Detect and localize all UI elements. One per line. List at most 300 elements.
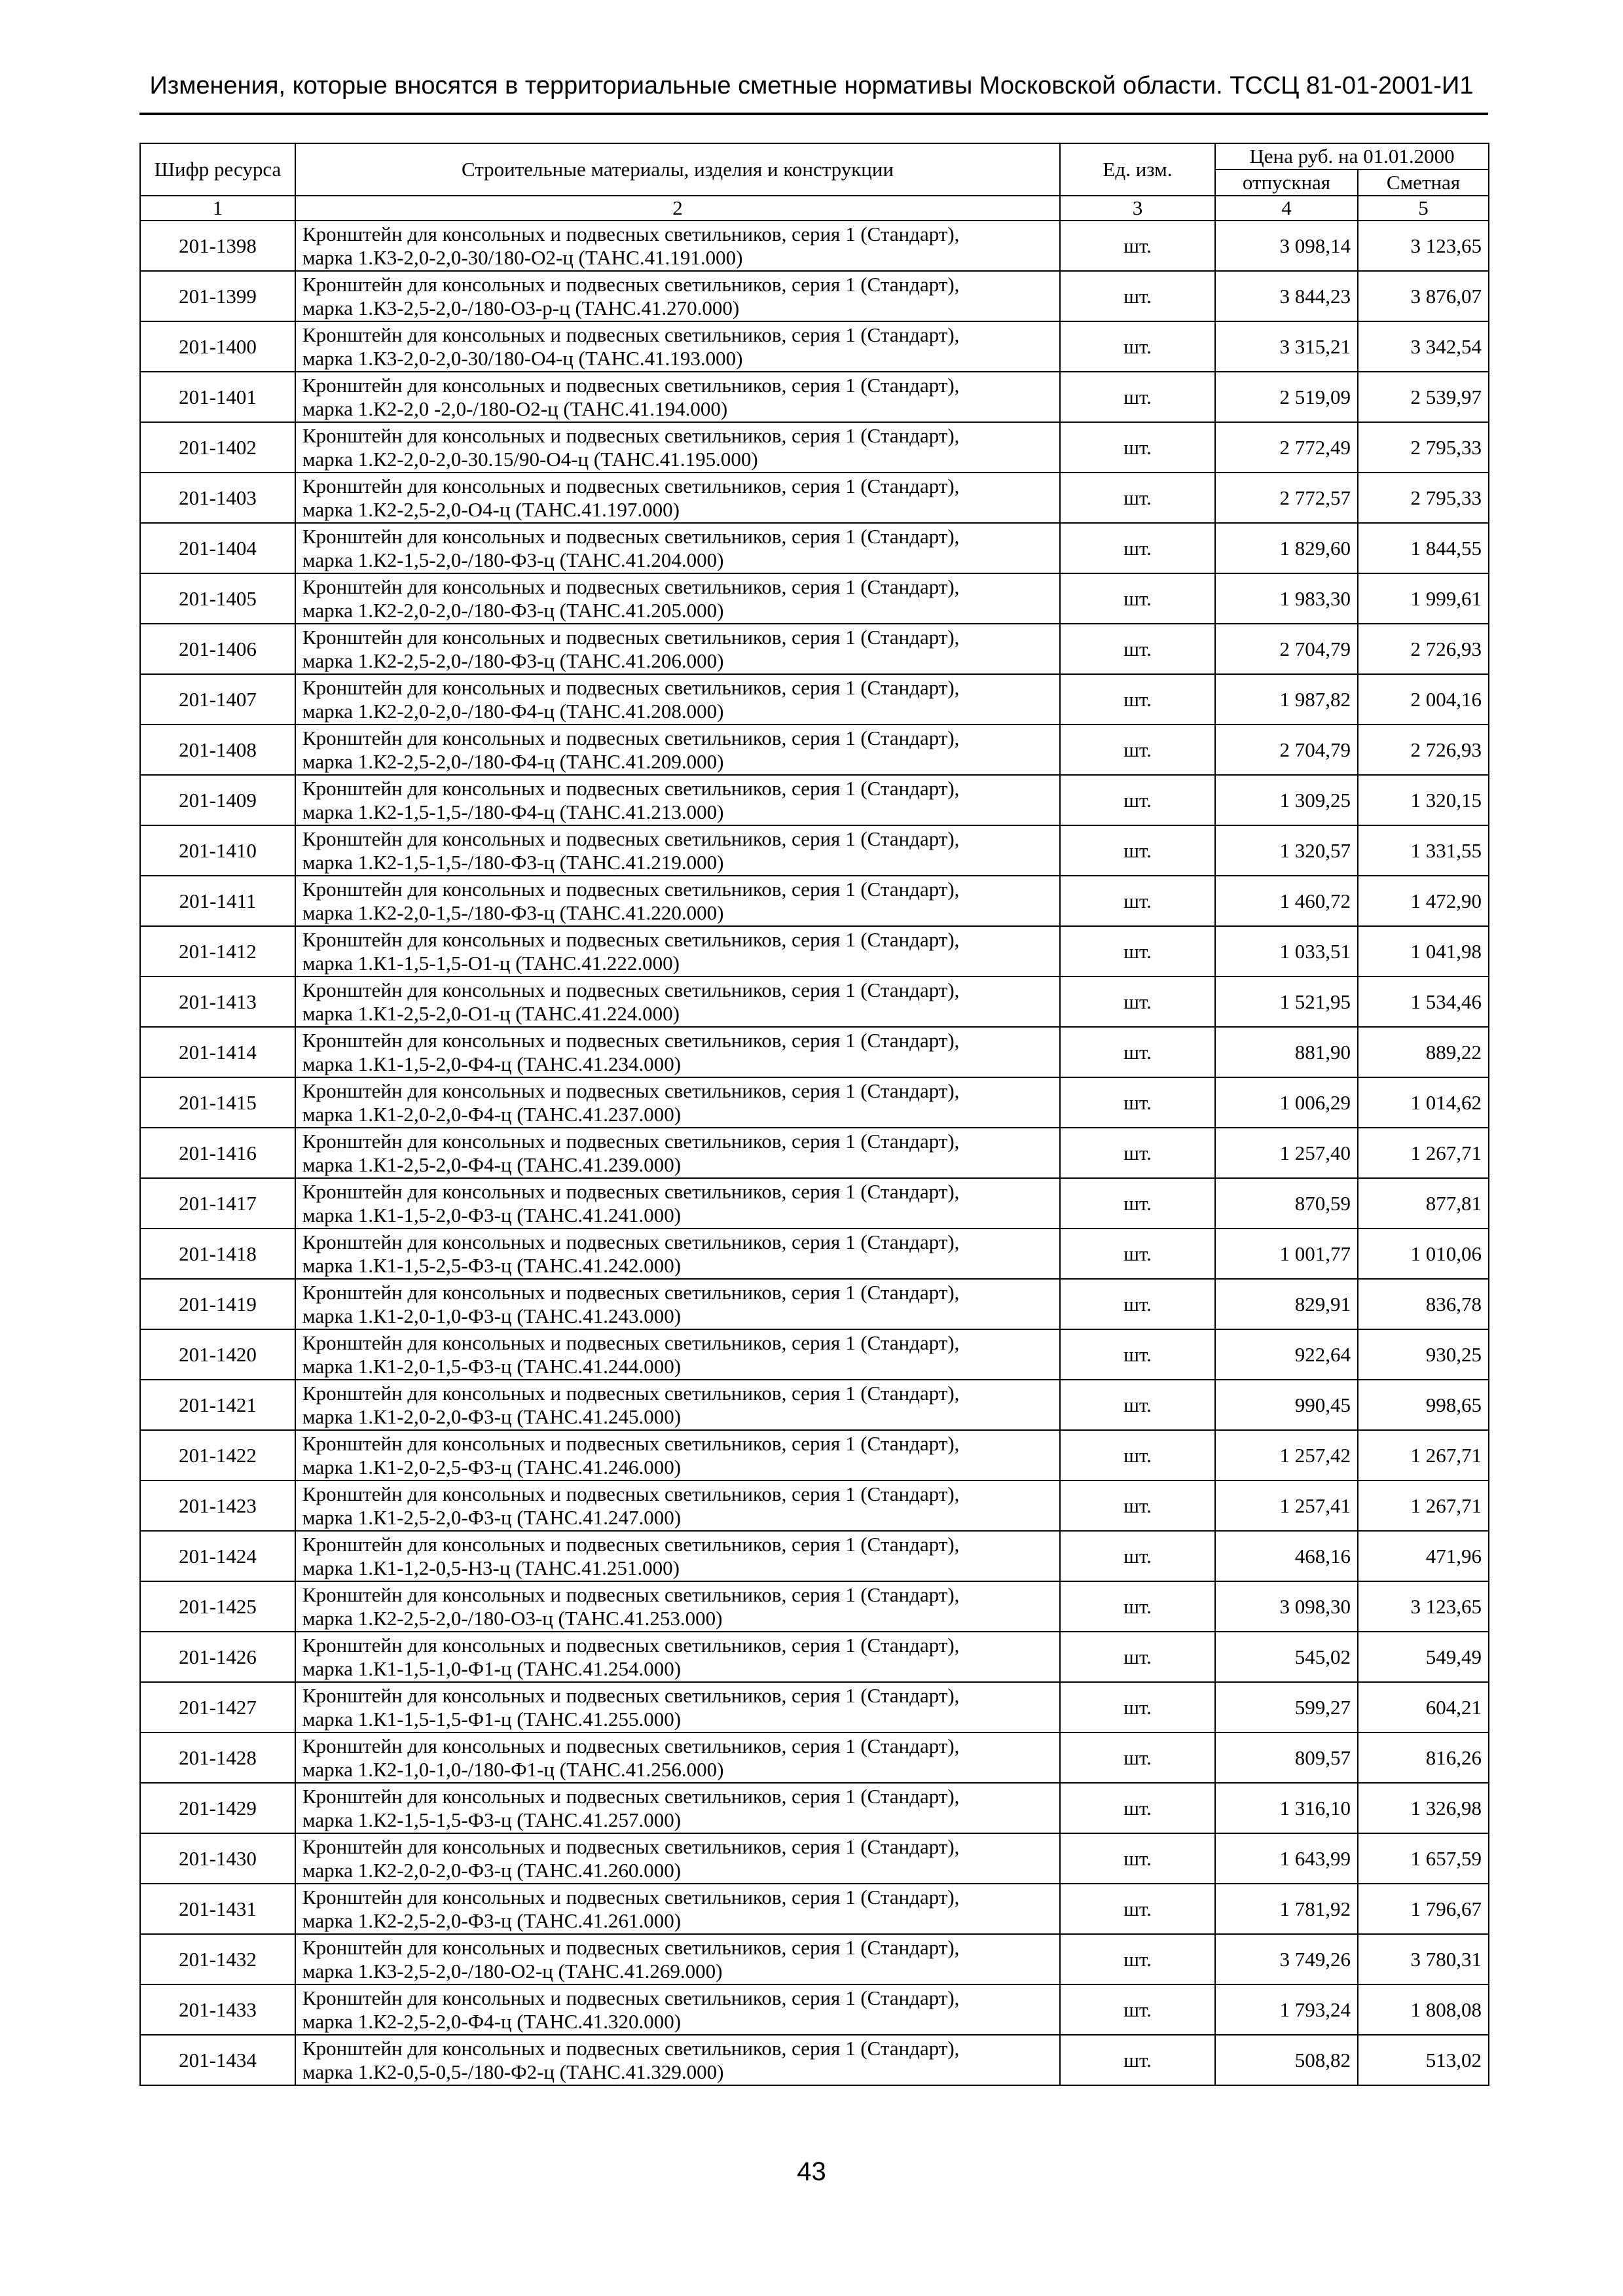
col-number-3: 3: [1060, 196, 1215, 221]
unit: шт.: [1060, 1884, 1215, 1934]
table-row: [140, 321, 1489, 372]
release-price: 3 098,14: [1215, 221, 1358, 271]
table-row: [140, 573, 1489, 624]
material-name: [295, 321, 1060, 372]
material-name-line-1: Кронштейн для консольных и подвесных светильников, серия 1 (Стандарт),: [302, 1835, 960, 1858]
table-row: [140, 1329, 1489, 1380]
resource-code: 201-1424: [140, 1531, 295, 1581]
table-row: [140, 1128, 1489, 1178]
release-price: 1 781,92: [1215, 1884, 1358, 1934]
material-name: [295, 573, 1060, 624]
resource-code: 201-1401: [140, 372, 295, 422]
estimate-price: 1 534,46: [1358, 977, 1489, 1027]
estimate-price: 1 267,71: [1358, 1480, 1489, 1531]
material-name-line-1: Кронштейн для консольных и подвесных светильников, серия 1 (Стандарт),: [302, 575, 960, 598]
unit: шт.: [1060, 825, 1215, 876]
material-name-line-2: марка 1.К3-2,0-2,0-30/180-О2-ц (ТАНС.41.191.000): [302, 245, 743, 269]
estimate-price: 1 657,59: [1358, 1833, 1489, 1884]
resource-code: 201-1430: [140, 1833, 295, 1884]
material-name-line-2: марка 1.К2-2,5-2,0-/180-Ф4-ц (ТАНС.41.209.000): [302, 749, 724, 773]
table-row: [140, 1229, 1489, 1279]
estimate-price: 1 331,55: [1358, 825, 1489, 876]
material-name-line-2: марка 1.К1-2,0-2,0-Ф3-ц (ТАНС.41.245.000): [302, 1405, 682, 1428]
estimate-price: 1 010,06: [1358, 1229, 1489, 1279]
table-row: [140, 1178, 1489, 1229]
material-name-line-2: марка 1.К1-1,5-2,5-Ф3-ц (ТАНС.41.242.000): [302, 1253, 682, 1277]
material-name-line-1: Кронштейн для консольных и подвесных светильников, серия 1 (Стандарт),: [302, 222, 960, 245]
material-name: [295, 1380, 1060, 1430]
unit: шт.: [1060, 1128, 1215, 1178]
material-name-line-1: Кронштейн для консольных и подвесных светильников, серия 1 (Стандарт),: [302, 776, 960, 800]
material-name: [295, 2035, 1060, 2085]
release-price: 922,64: [1215, 1329, 1358, 1380]
release-price: 1 521,95: [1215, 977, 1358, 1027]
material-name-line-1: Кронштейн для консольных и подвесных светильников, серия 1 (Стандарт),: [302, 1331, 960, 1354]
table-row: [140, 1027, 1489, 1077]
material-name-line-1: Кронштейн для консольных и подвесных светильников, серия 1 (Стандарт),: [302, 1129, 960, 1153]
material-name-line-2: марка 1.К1-2,0-1,5-Ф3-ц (ТАНС.41.244.000): [302, 1354, 682, 1378]
table-row: [140, 1934, 1489, 1984]
material-name: [295, 1581, 1060, 1632]
material-name: [295, 1279, 1060, 1329]
unit: шт.: [1060, 1077, 1215, 1128]
material-name-line-2: марка 1.К1-2,5-2,0-О1-ц (ТАНС.41.224.000): [302, 1001, 680, 1025]
material-name-line-2: марка 1.К1-1,5-2,0-Ф4-ц (ТАНС.41.234.000): [302, 1052, 682, 1075]
material-name-line-2: марка 1.К2-2,0-1,5-/180-Ф3-ц (ТАНС.41.220.000): [302, 901, 724, 924]
table-row: [140, 422, 1489, 473]
unit: шт.: [1060, 1984, 1215, 2035]
resource-code: 201-1420: [140, 1329, 295, 1380]
material-name-line-2: марка 1.К2-2,0-2,0-/180-Ф3-ц (ТАНС.41.205.000): [302, 598, 724, 622]
material-name-line-1: Кронштейн для консольных и подвесных светильников, серия 1 (Стандарт),: [302, 726, 960, 749]
unit: шт.: [1060, 876, 1215, 926]
estimate-price: 1 267,71: [1358, 1430, 1489, 1480]
release-price: 1 257,42: [1215, 1430, 1358, 1480]
material-name-line-2: марка 1.К2-2,5-2,0-Ф3-ц (ТАНС.41.261.000): [302, 1909, 682, 1932]
table-row: [140, 1884, 1489, 1934]
unit: шт.: [1060, 221, 1215, 271]
estimate-price: 2 004,16: [1358, 674, 1489, 725]
estimate-price: 836,78: [1358, 1279, 1489, 1329]
material-name-line-2: марка 1.К2-1,0-1,0-/180-Ф1-ц (ТАНС.41.256.000): [302, 1757, 724, 1781]
unit: шт.: [1060, 1682, 1215, 1732]
material-name: [295, 1077, 1060, 1128]
material-name-line-1: Кронштейн для консольных и подвесных светильников, серия 1 (Стандарт),: [302, 1583, 960, 1606]
material-name: [295, 876, 1060, 926]
table-row: [140, 221, 1489, 271]
unit: шт.: [1060, 422, 1215, 473]
estimate-price: 1 014,62: [1358, 1077, 1489, 1128]
material-name-line-1: Кронштейн для консольных и подвесных светильников, серия 1 (Стандарт),: [302, 1028, 960, 1052]
release-price: 3 098,30: [1215, 1581, 1358, 1632]
table-row: [140, 2035, 1489, 2085]
col-header-name: Строительные материалы, изделия и конструкции: [295, 143, 1060, 196]
unit: шт.: [1060, 271, 1215, 321]
estimate-price: 3 123,65: [1358, 221, 1489, 271]
material-name-line-2: марка 1.К1-1,2-0,5-Н3-ц (ТАНС.41.251.000): [302, 1556, 680, 1579]
estimate-price: 930,25: [1358, 1329, 1489, 1380]
unit: шт.: [1060, 926, 1215, 977]
unit: шт.: [1060, 473, 1215, 523]
unit: шт.: [1060, 1329, 1215, 1380]
resource-code: 201-1418: [140, 1229, 295, 1279]
table-row: [140, 1783, 1489, 1833]
material-name-line-1: Кронштейн для консольных и подвесных светильников, серия 1 (Стандарт),: [302, 1734, 960, 1757]
table-row: [140, 926, 1489, 977]
estimate-price: 3 342,54: [1358, 321, 1489, 372]
resource-code: 201-1415: [140, 1077, 295, 1128]
material-name: [295, 825, 1060, 876]
release-price: 881,90: [1215, 1027, 1358, 1077]
unit: шт.: [1060, 1934, 1215, 1984]
resource-code: 201-1426: [140, 1632, 295, 1682]
resource-code: 201-1423: [140, 1480, 295, 1531]
release-price: 1 006,29: [1215, 1077, 1358, 1128]
resource-code: 201-1410: [140, 825, 295, 876]
table-row: [140, 1833, 1489, 1884]
unit: шт.: [1060, 573, 1215, 624]
unit: шт.: [1060, 372, 1215, 422]
unit: шт.: [1060, 1581, 1215, 1632]
resource-code: 201-1400: [140, 321, 295, 372]
material-name-line-1: Кронштейн для консольных и подвесных светильников, серия 1 (Стандарт),: [302, 1179, 960, 1203]
release-price: 1 460,72: [1215, 876, 1358, 926]
table-row: [140, 725, 1489, 775]
estimate-price: 3 123,65: [1358, 1581, 1489, 1632]
resource-code: 201-1409: [140, 775, 295, 825]
material-name-line-1: Кронштейн для консольных и подвесных светильников, серия 1 (Стандарт),: [302, 1784, 960, 1808]
material-name-line-2: марка 1.К2-2,5-2,0-О4-ц (ТАНС.41.197.000): [302, 497, 680, 521]
table-row: [140, 1682, 1489, 1732]
material-name: [295, 725, 1060, 775]
material-name: [295, 1632, 1060, 1682]
resource-code: 201-1417: [140, 1178, 295, 1229]
release-price: 2 704,79: [1215, 624, 1358, 674]
material-name-line-1: Кронштейн для консольных и подвесных светильников, серия 1 (Стандарт),: [302, 927, 960, 951]
table-row: [140, 1632, 1489, 1682]
table-row: [140, 1380, 1489, 1430]
material-name-line-1: Кронштейн для консольных и подвесных светильников, серия 1 (Стандарт),: [302, 1532, 960, 1556]
col-number-2: 2: [295, 196, 1060, 221]
estimate-price: 1 844,55: [1358, 523, 1489, 573]
material-name: [295, 977, 1060, 1027]
page-header: Изменения, которые вносятся в территориальные сметные нормативы Московской области. ТССЦ 81-01-2001-И1: [149, 72, 1474, 99]
col-header-price-release: отпускная: [1215, 170, 1358, 196]
material-name-line-2: марка 1.К3-2,5-2,0-/180-О2-ц (ТАНС.41.269.000): [302, 1959, 723, 1982]
resource-code: 201-1405: [140, 573, 295, 624]
estimate-price: 1 326,98: [1358, 1783, 1489, 1833]
material-name-line-1: Кронштейн для консольных и подвесных светильников, серия 1 (Стандарт),: [302, 1683, 960, 1707]
material-name: [295, 1027, 1060, 1077]
material-name: [295, 1229, 1060, 1279]
estimate-price: 2 539,97: [1358, 372, 1489, 422]
resource-code: 201-1434: [140, 2035, 295, 2085]
material-name-line-2: марка 1.К2-1,5-2,0-/180-Ф3-ц (ТАНС.41.204.000): [302, 548, 724, 571]
material-name-line-2: марка 1.К1-1,5-1,5-Ф1-ц (ТАНС.41.255.000): [302, 1707, 682, 1731]
release-price: 1 001,77: [1215, 1229, 1358, 1279]
release-price: 1 983,30: [1215, 573, 1358, 624]
material-name: [295, 674, 1060, 725]
col-header-price-estimate: Сметная: [1358, 170, 1489, 196]
table-row: [140, 1732, 1489, 1783]
unit: шт.: [1060, 1279, 1215, 1329]
material-name-line-2: марка 1.К1-1,5-1,5-О1-ц (ТАНС.41.222.000): [302, 951, 680, 975]
release-price: 870,59: [1215, 1178, 1358, 1229]
estimate-price: 471,96: [1358, 1531, 1489, 1581]
material-name-line-2: марка 1.К1-2,5-2,0-Ф4-ц (ТАНС.41.239.000): [302, 1153, 682, 1176]
material-name-line-1: Кронштейн для консольных и подвесных светильников, серия 1 (Стандарт),: [302, 272, 960, 296]
material-name-line-1: Кронштейн для консольных и подвесных светильников, серия 1 (Стандарт),: [302, 675, 960, 699]
material-name-line-2: марка 1.К2-2,5-2,0-/180-Ф3-ц (ТАНС.41.206.000): [302, 649, 724, 672]
resource-code: 201-1416: [140, 1128, 295, 1178]
header-rule: [139, 113, 1488, 115]
material-name-line-2: марка 1.К2-0,5-0,5-/180-Ф2-ц (ТАНС.41.329.000): [302, 2060, 724, 2083]
material-name-line-2: марка 1.К1-2,0-2,5-Ф3-ц (ТАНС.41.246.000): [302, 1455, 682, 1479]
col-header-price-group: Цена руб. на 01.01.2000: [1215, 143, 1489, 170]
unit: шт.: [1060, 321, 1215, 372]
estimate-price: 3 876,07: [1358, 271, 1489, 321]
material-name-line-2: марка 1.К1-2,0-1,0-Ф3-ц (ТАНС.41.243.000): [302, 1304, 682, 1327]
material-name-line-1: Кронштейн для консольных и подвесных светильников, серия 1 (Стандарт),: [302, 1885, 960, 1909]
material-name: [295, 1480, 1060, 1531]
material-name-line-2: марка 1.К1-1,5-2,0-Ф3-ц (ТАНС.41.241.000): [302, 1203, 682, 1227]
estimate-price: 877,81: [1358, 1178, 1489, 1229]
estimate-price: 2 726,93: [1358, 624, 1489, 674]
resource-code: 201-1399: [140, 271, 295, 321]
unit: шт.: [1060, 1833, 1215, 1884]
estimate-price: 1 796,67: [1358, 1884, 1489, 1934]
release-price: 2 772,57: [1215, 473, 1358, 523]
release-price: 1 793,24: [1215, 1984, 1358, 2035]
estimate-price: 549,49: [1358, 1632, 1489, 1682]
resource-code: 201-1403: [140, 473, 295, 523]
material-name: [295, 1833, 1060, 1884]
material-name: [295, 1128, 1060, 1178]
estimate-price: 1 472,90: [1358, 876, 1489, 926]
material-name-line-1: Кронштейн для консольных и подвесных светильников, серия 1 (Стандарт),: [302, 2036, 960, 2060]
material-name-line-2: марка 1.К2-2,0 -2,0-/180-О2-ц (ТАНС.41.194.000): [302, 397, 728, 420]
unit: шт.: [1060, 1430, 1215, 1480]
release-price: 1 829,60: [1215, 523, 1358, 573]
table-row: [140, 1279, 1489, 1329]
table-row: [140, 674, 1489, 725]
unit: шт.: [1060, 1783, 1215, 1833]
resource-code: 201-1419: [140, 1279, 295, 1329]
material-name-line-2: марка 1.К2-2,0-2,0-30.15/90-О4-ц (ТАНС.41.195.000): [302, 447, 758, 471]
material-name-line-1: Кронштейн для консольных и подвесных светильников, серия 1 (Стандарт),: [302, 373, 960, 397]
material-name-line-2: марка 1.К2-2,0-2,0-/180-Ф4-ц (ТАНС.41.208.000): [302, 699, 724, 723]
release-price: 545,02: [1215, 1632, 1358, 1682]
table-row: [140, 825, 1489, 876]
unit: шт.: [1060, 624, 1215, 674]
table-row: [140, 1430, 1489, 1480]
material-name-line-1: Кронштейн для консольных и подвесных светильников, серия 1 (Стандарт),: [302, 1482, 960, 1505]
material-name: [295, 473, 1060, 523]
col-number-5: 5: [1358, 196, 1489, 221]
resource-code: 201-1425: [140, 1581, 295, 1632]
unit: шт.: [1060, 1027, 1215, 1077]
release-price: 1 309,25: [1215, 775, 1358, 825]
table-row: [140, 977, 1489, 1027]
unit: шт.: [1060, 1178, 1215, 1229]
table-row: [140, 473, 1489, 523]
material-name-line-2: марка 1.К3-2,0-2,0-30/180-О4-ц (ТАНС.41.193.000): [302, 346, 743, 370]
table-row: [140, 1077, 1489, 1128]
resource-code: 201-1428: [140, 1732, 295, 1783]
col-number-4: 4: [1215, 196, 1358, 221]
release-price: 990,45: [1215, 1380, 1358, 1430]
table-row: [140, 1581, 1489, 1632]
material-name-line-2: марка 1.К2-1,5-1,5-/180-Ф3-ц (ТАНС.41.219.000): [302, 850, 724, 874]
resource-code: 201-1398: [140, 221, 295, 271]
resource-code: 201-1406: [140, 624, 295, 674]
release-price: 508,82: [1215, 2035, 1358, 2085]
material-name-line-1: Кронштейн для консольных и подвесных светильников, серия 1 (Стандарт),: [302, 1230, 960, 1253]
unit: шт.: [1060, 674, 1215, 725]
release-price: 3 844,23: [1215, 271, 1358, 321]
material-name-line-1: Кронштейн для консольных и подвесных светильников, серия 1 (Стандарт),: [302, 1431, 960, 1455]
material-name: [295, 1682, 1060, 1732]
release-price: 1 033,51: [1215, 926, 1358, 977]
unit: шт.: [1060, 1732, 1215, 1783]
table-row: [140, 876, 1489, 926]
material-name-line-1: Кронштейн для консольных и подвесных светильников, серия 1 (Стандарт),: [302, 423, 960, 447]
estimate-price: 2 795,33: [1358, 473, 1489, 523]
resource-code: 201-1408: [140, 725, 295, 775]
col-header-code: Шифр ресурса: [140, 143, 295, 196]
resource-code: 201-1421: [140, 1380, 295, 1430]
estimate-price: 513,02: [1358, 2035, 1489, 2085]
col-number-1: 1: [140, 196, 295, 221]
material-name-line-2: марка 1.К2-1,5-1,5-Ф3-ц (ТАНС.41.257.000): [302, 1808, 682, 1831]
material-name-line-2: марка 1.К2-1,5-1,5-/180-Ф4-ц (ТАНС.41.213.000): [302, 800, 724, 823]
release-price: 2 519,09: [1215, 372, 1358, 422]
material-name-line-2: марка 1.К1-2,5-2,0-Ф3-ц (ТАНС.41.247.000): [302, 1505, 682, 1529]
table-row: [140, 271, 1489, 321]
material-name-line-2: марка 1.К2-2,5-2,0-/180-О3-ц (ТАНС.41.253.000): [302, 1606, 723, 1630]
release-price: 809,57: [1215, 1732, 1358, 1783]
resource-code: 201-1432: [140, 1934, 295, 1984]
material-name-line-2: марка 1.К1-2,0-2,0-Ф4-ц (ТАНС.41.237.000): [302, 1102, 682, 1126]
table-row: [140, 523, 1489, 573]
table-row: [140, 372, 1489, 422]
material-name: [295, 271, 1060, 321]
material-name-line-1: Кронштейн для консольных и подвесных светильников, серия 1 (Стандарт),: [302, 1079, 960, 1102]
release-price: 1 316,10: [1215, 1783, 1358, 1833]
estimate-price: 1 267,71: [1358, 1128, 1489, 1178]
resource-code: 201-1411: [140, 876, 295, 926]
material-name-line-1: Кронштейн для консольных и подвесных светильников, серия 1 (Стандарт),: [302, 1381, 960, 1405]
material-name-line-1: Кронштейн для консольных и подвесных светильников, серия 1 (Стандарт),: [302, 978, 960, 1001]
material-name-line-2: марка 1.К3-2,5-2,0-/180-О3-р-ц (ТАНС.41.270.000): [302, 296, 740, 319]
material-name-line-2: марка 1.К2-2,0-2,0-Ф3-ц (ТАНС.41.260.000): [302, 1858, 682, 1882]
material-name-line-1: Кронштейн для консольных и подвесных светильников, серия 1 (Стандарт),: [302, 1633, 960, 1657]
material-name-line-1: Кронштейн для консольных и подвесных светильников, серия 1 (Стандарт),: [302, 1935, 960, 1959]
material-name-line-1: Кронштейн для консольных и подвесных светильников, серия 1 (Стандарт),: [302, 524, 960, 548]
material-name: [295, 372, 1060, 422]
release-price: 1 643,99: [1215, 1833, 1358, 1884]
material-name: [295, 1430, 1060, 1480]
release-price: 2 772,49: [1215, 422, 1358, 473]
unit: шт.: [1060, 1229, 1215, 1279]
resource-code: 201-1431: [140, 1884, 295, 1934]
material-name-line-1: Кронштейн для консольных и подвесных светильников, серия 1 (Стандарт),: [302, 1986, 960, 2009]
unit: шт.: [1060, 977, 1215, 1027]
resource-code: 201-1429: [140, 1783, 295, 1833]
resource-code: 201-1433: [140, 1984, 295, 2035]
unit: шт.: [1060, 1531, 1215, 1581]
resource-code: 201-1414: [140, 1027, 295, 1077]
material-name-line-1: Кронштейн для консольных и подвесных светильников, серия 1 (Стандарт),: [302, 1280, 960, 1304]
material-name: [295, 1732, 1060, 1783]
material-name: [295, 1934, 1060, 1984]
unit: шт.: [1060, 775, 1215, 825]
resource-code: 201-1407: [140, 674, 295, 725]
table-row: [140, 1984, 1489, 2035]
table-row: [140, 1531, 1489, 1581]
estimate-price: 1 320,15: [1358, 775, 1489, 825]
material-name: [295, 926, 1060, 977]
unit: шт.: [1060, 1480, 1215, 1531]
material-name: [295, 1783, 1060, 1833]
material-name: [295, 422, 1060, 473]
material-name: [295, 775, 1060, 825]
table-row: [140, 1480, 1489, 1531]
material-name-line-2: марка 1.К1-1,5-1,0-Ф1-ц (ТАНС.41.254.000): [302, 1657, 682, 1680]
estimate-price: 1 999,61: [1358, 573, 1489, 624]
material-name: [295, 624, 1060, 674]
release-price: 3 749,26: [1215, 1934, 1358, 1984]
estimate-price: 889,22: [1358, 1027, 1489, 1077]
release-price: 829,91: [1215, 1279, 1358, 1329]
release-price: 1 987,82: [1215, 674, 1358, 725]
material-name-line-1: Кронштейн для консольных и подвесных светильников, серия 1 (Стандарт),: [302, 323, 960, 346]
material-name: [295, 1984, 1060, 2035]
estimate-price: 2 795,33: [1358, 422, 1489, 473]
resource-code: 201-1402: [140, 422, 295, 473]
material-name: [295, 1884, 1060, 1934]
col-header-unit: Ед. изм.: [1060, 143, 1215, 196]
release-price: 3 315,21: [1215, 321, 1358, 372]
release-price: 1 257,41: [1215, 1480, 1358, 1531]
material-name-line-1: Кронштейн для консольных и подвесных светильников, серия 1 (Стандарт),: [302, 877, 960, 901]
material-name: [295, 523, 1060, 573]
material-name-line-1: Кронштейн для консольных и подвесных светильников, серия 1 (Стандарт),: [302, 827, 960, 850]
resource-code: 201-1413: [140, 977, 295, 1027]
estimate-price: 3 780,31: [1358, 1934, 1489, 1984]
release-price: 1 320,57: [1215, 825, 1358, 876]
unit: шт.: [1060, 1632, 1215, 1682]
estimate-price: 998,65: [1358, 1380, 1489, 1430]
resource-code: 201-1427: [140, 1682, 295, 1732]
material-name: [295, 1531, 1060, 1581]
unit: шт.: [1060, 725, 1215, 775]
table-row: [140, 775, 1489, 825]
estimate-price: 1 041,98: [1358, 926, 1489, 977]
price-table: [139, 143, 1489, 2086]
estimate-price: 1 808,08: [1358, 1984, 1489, 2035]
estimate-price: 604,21: [1358, 1682, 1489, 1732]
unit: шт.: [1060, 2035, 1215, 2085]
material-name: [295, 1178, 1060, 1229]
release-price: 2 704,79: [1215, 725, 1358, 775]
material-name-line-1: Кронштейн для консольных и подвесных светильников, серия 1 (Стандарт),: [302, 474, 960, 497]
table-body: [140, 221, 1489, 2085]
material-name-line-1: Кронштейн для консольных и подвесных светильников, серия 1 (Стандарт),: [302, 625, 960, 649]
material-name: [295, 221, 1060, 271]
release-price: 468,16: [1215, 1531, 1358, 1581]
resource-code: 201-1422: [140, 1430, 295, 1480]
